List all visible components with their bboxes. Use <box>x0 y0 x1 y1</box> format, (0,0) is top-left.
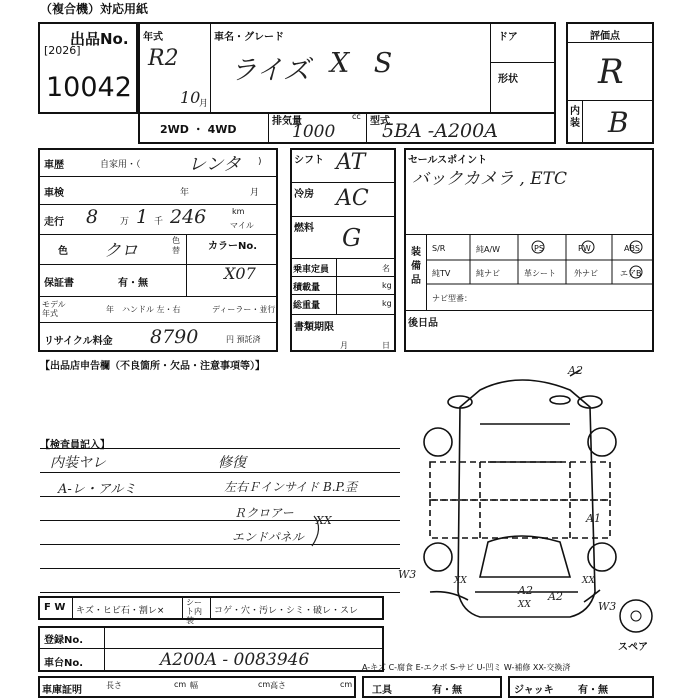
mileage-unit-km: km <box>232 207 245 216</box>
mileage-sen-unit: 千 <box>154 217 164 227</box>
capacity-label: 乗車定員 <box>293 265 330 275</box>
mark-xx-1: XX <box>454 576 467 586</box>
drive-type: 2WD ・ 4WD <box>160 123 237 136</box>
selling-point-value: バックカメラ , ETC <box>412 169 567 189</box>
fw-label: F W <box>44 602 66 613</box>
history-label: 車歴 <box>44 160 64 171</box>
gross-unit: kg <box>382 299 392 308</box>
equip-tv: 純TV <box>432 269 451 278</box>
fw-items: キズ・ヒビ石・割レ× <box>76 606 165 616</box>
mark-right: A1 <box>586 512 601 525</box>
inspection-month: 月 <box>250 188 260 198</box>
year-month-unit: 月 <box>199 99 209 109</box>
year-era: R2 <box>148 46 179 71</box>
mark-left: W3 <box>398 568 417 581</box>
equip-ext-navi: 外ナビ <box>574 269 598 278</box>
note-xx: XX <box>316 514 332 527</box>
equip-aw: 純A/W <box>476 245 501 254</box>
docs-month: 月 <box>340 341 348 350</box>
note-right-3: Ｒクロアー <box>234 506 294 520</box>
shape-label: 形状 <box>498 74 518 85</box>
warranty-label: 保証書 <box>44 278 74 289</box>
note-right-4: エンドパネル <box>232 530 304 544</box>
declaration-label: 【出品店申告欄（不良箇所・欠品・注意事項等）】 <box>40 361 265 372</box>
equipment-grid-lines <box>404 234 654 324</box>
mark-bottom-1: A2 <box>518 584 533 597</box>
color-code-label: カラーNo. <box>208 241 258 252</box>
color-value: クロ <box>104 241 138 261</box>
inspector-label: 【検査員記入】 <box>40 440 110 451</box>
model-code-value: 5BA -A200A <box>382 120 498 142</box>
car-diagram <box>400 362 640 622</box>
model-year-label: モデル年式 <box>42 300 66 318</box>
shift-value: AT <box>336 150 366 175</box>
chassis-label: 車台No. <box>44 658 84 669</box>
mileage-man: 8 <box>86 206 99 228</box>
cert-length-unit: cm <box>174 680 187 689</box>
history-close: ) <box>258 157 262 167</box>
interior-score: B <box>608 106 629 139</box>
equip-abs: ABS <box>624 244 640 253</box>
color-change-label: 色替 <box>172 236 180 255</box>
after-items-label: 後日品 <box>408 318 438 329</box>
equip-pw: PW <box>578 244 591 253</box>
note-bracket <box>222 498 332 558</box>
year-label: 年式 <box>143 32 163 43</box>
year-month: 10 <box>180 88 201 107</box>
mileage-rest: 246 <box>170 206 207 228</box>
chassis-value: A200A - 0083946 <box>160 650 310 670</box>
warranty-options: 有・無 <box>118 278 148 289</box>
sheet-title: （複合機）対応用紙 <box>40 2 149 16</box>
tools-options: 有・無 <box>432 685 462 696</box>
model-code-label: 型式 <box>370 116 390 127</box>
equip-navi: 純ナビ <box>476 269 500 278</box>
ac-label: 冷房 <box>294 189 314 200</box>
cert-height-unit: cm <box>340 680 353 689</box>
model-year-year: 年 <box>106 305 114 314</box>
displacement-value: 1000 <box>292 122 336 142</box>
recycle-value: 8790 <box>150 326 199 348</box>
registration-label: 登録No. <box>44 635 84 646</box>
cert-length: 長さ <box>106 681 122 690</box>
inspection-year: 年 <box>180 188 190 198</box>
cert-width: 幅 <box>190 681 198 690</box>
note-left-2: A-レ・アルミ <box>58 482 137 497</box>
cert-width-unit: cm <box>258 680 271 689</box>
docs-label: 書類期限 <box>294 322 334 333</box>
model-name: ライズ <box>230 55 310 86</box>
lot-year-tag: [2026] <box>44 44 81 57</box>
mileage-sen-prefix: 1 <box>136 206 149 228</box>
door-label: ドア <box>498 32 518 43</box>
model-label: 車名・グレード <box>214 32 284 43</box>
cert-label: 車庫証明 <box>42 685 82 696</box>
note-right-2: 左右Ｆインサイド B.P.歪 <box>224 480 358 494</box>
equip-leather: 革シート <box>524 269 556 278</box>
mark-xx-2: XX <box>518 600 531 610</box>
mileage-label: 走行 <box>44 217 64 228</box>
model-grade: X S <box>330 48 401 79</box>
fuel-label: 燃料 <box>294 223 314 234</box>
history-options: 自家用・（ <box>100 160 141 170</box>
recycle-unit: 円 預託済 <box>226 335 261 344</box>
jack-options: 有・無 <box>578 685 608 696</box>
spare-tire-icon <box>616 596 656 636</box>
ac-value: AC <box>336 186 369 211</box>
legend: A-キズ C-腐食 E-エクボ S-サビ U-凹ミ W-補修 XX-交換済 <box>362 663 571 672</box>
spare-label: スペア <box>618 642 648 653</box>
grade-label: 評価点 <box>590 31 620 42</box>
lot-label: 出品No. <box>70 30 129 48</box>
mark-right-bottom: W3 <box>598 600 617 613</box>
mileage-man-unit: 万 <box>120 217 130 227</box>
jack-label: ジャッキ <box>514 685 554 696</box>
fw-sheet-items: コゲ・穴・汚レ・シミ・破レ・スレ <box>214 606 359 616</box>
shift-label: シフト <box>294 155 324 166</box>
interior-label: 内装 <box>570 106 580 129</box>
equip-airbag: エアB <box>620 269 642 278</box>
fw-sheet-label: シート内装 <box>186 598 202 625</box>
selling-point-label: セールスポイント <box>408 155 488 166</box>
equip-sr: S/R <box>432 244 446 253</box>
mileage-unit-mile: マイル <box>230 221 254 230</box>
recycle-label: リサイクル料金 <box>44 336 113 347</box>
displacement-unit: cc <box>352 112 361 121</box>
tools-label: 工具 <box>372 685 392 696</box>
note-right-1: 修復 <box>218 455 246 471</box>
grade-score: R <box>598 52 624 92</box>
load-unit: kg <box>382 281 392 290</box>
color-code: X07 <box>224 264 256 283</box>
docs-day: 日 <box>382 341 390 350</box>
inspection-label: 車検 <box>44 188 64 199</box>
note-left-1: 内装ヤレ <box>50 455 106 471</box>
handle-options: ハンドル 左・右 <box>122 305 181 314</box>
lot-number: 10042 <box>46 72 132 103</box>
equipment-label: 装備品 <box>411 247 421 286</box>
navi-model-label: ナビ型番： <box>432 294 472 303</box>
load-label: 積載量 <box>293 283 321 293</box>
color-label: 色 <box>58 246 68 257</box>
displacement-label: 排気量 <box>272 116 302 127</box>
equip-ps: PS <box>534 244 544 253</box>
history-value: レンタ <box>188 154 241 175</box>
gross-label: 総重量 <box>293 301 321 311</box>
capacity-unit: 名 <box>382 264 390 273</box>
mark-xx-3: XX <box>582 576 595 586</box>
mark-bottom-2: A2 <box>548 590 563 603</box>
cert-height: 高さ <box>270 681 286 690</box>
mark-top: A2 <box>568 364 583 377</box>
dealer-options: ディーラー・並行 <box>212 305 276 314</box>
fuel-value: G <box>342 224 362 252</box>
